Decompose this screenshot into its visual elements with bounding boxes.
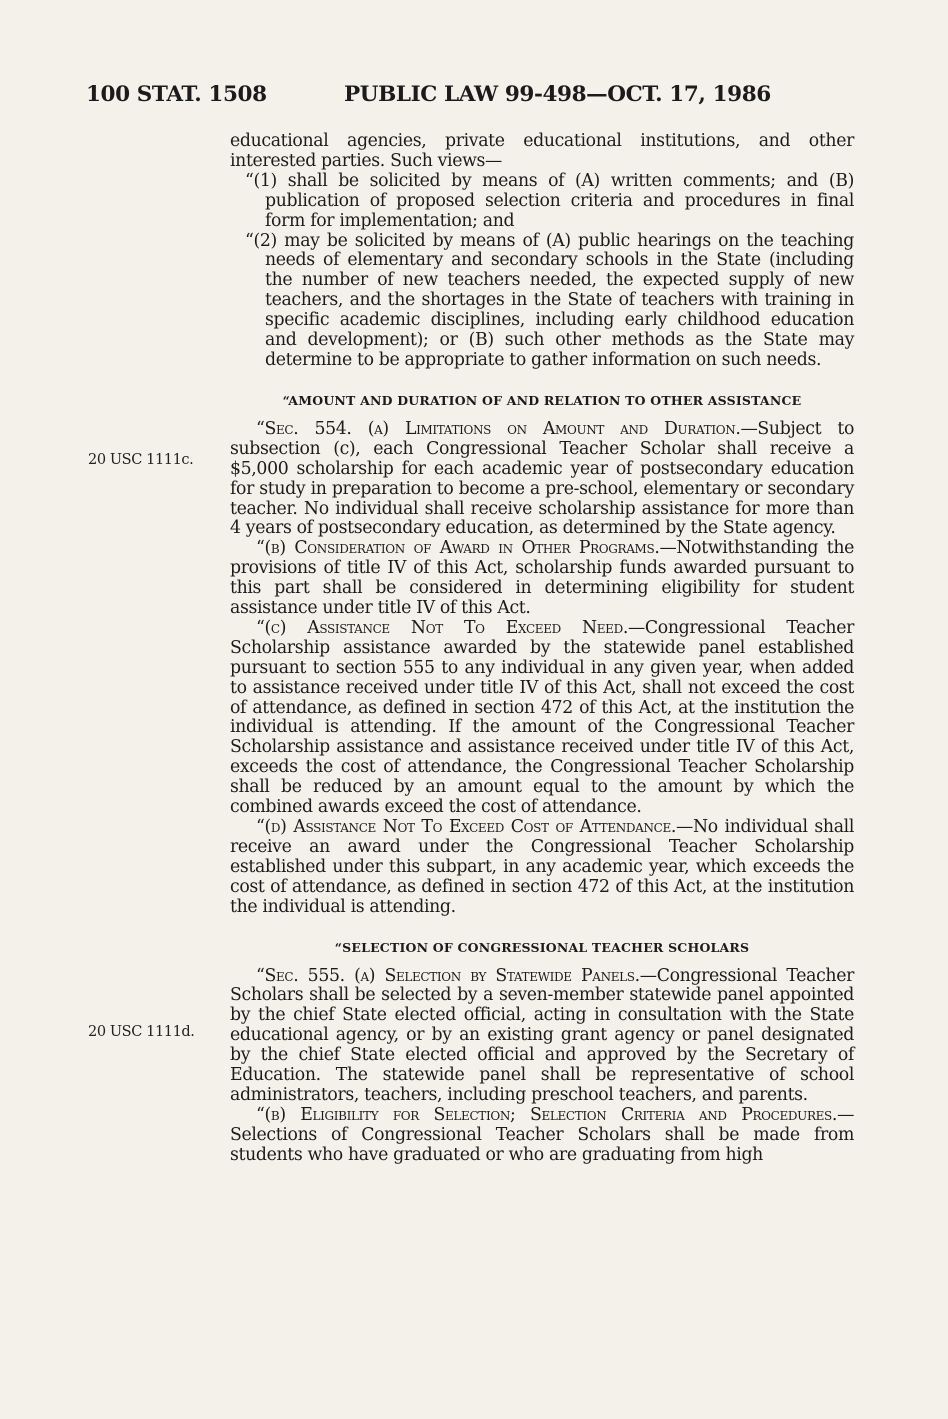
section-555-b-lead: “(b) Eligibility for Selection; Selection Criteria and Procedures. [256, 1104, 838, 1125]
section-555-a-lead: “Sec. 555. (a) Selection by Statewide Panels. [256, 965, 640, 986]
section-554-a [230, 420, 854, 539]
section-555-b [230, 1106, 854, 1166]
section-554-d-lead: “(d) Assistance Not To Exceed Cost of Attendance. [256, 817, 677, 837]
paragraph-continuation: educational agencies, private educational institutions, and other interested parties. Such views— [230, 131, 854, 171]
section-555-a-text: —Congressional Teacher Scholars shall be selected by a seven-member statewide panel appointed by the chief State elected official, acting in consultation with the State educational agency, or by an existing grant agency or panel designated by the chief State elected official and approved by the Secretary of Education. The statewide panel shall be representative of school administrators, teachers, including preschool teachers, and parents. [230, 965, 854, 1105]
body-text [230, 132, 854, 1166]
section-554-c [230, 619, 854, 818]
section-555-a [230, 967, 854, 1106]
section-554-a-lead: “Sec. 554. (a) Limitations on Amount and Duration. [256, 418, 741, 439]
paragraph-clause-1: “(1) shall be solicited by means of (A) written comments; and (B) publication of proposed selection criteria and procedures in final form for implementation; and [245, 170, 854, 231]
section-554-d [230, 818, 854, 918]
section-heading-selection: “SELECTION OF CONGRESSIONAL TEACHER SCHOLARS [334, 939, 750, 955]
section-555-b-text: —Selections of Congressional Teacher Scholars shall be made from students who have graduated or who are graduating from high [230, 1104, 854, 1165]
section-554-a-text: —Subject to subsection (c), each Congressional Teacher Scholar shall receive a $5,000 scholarship for each academic year of postsecondary education for study in preparation to become a pre-school, elementary or secondary teacher. No individual shall receive scholarship assistance for more than 4 years of postsecondary education, as determined by the State agency. [230, 418, 855, 539]
section-554-b [230, 539, 854, 619]
section-heading-amount-duration: “AMOUNT AND DURATION OF AND RELATION TO OTHER ASSISTANCE [282, 392, 802, 408]
section-554-c-lead: “(c) Assistance Not To Exceed Need. [256, 617, 628, 638]
section-554-c-text: —Congressional Teacher Scholarship assistance awarded by the statewide panel established pursuant to section 555 to any individual in any given year, when added to assistance received under title IV of this Act, shall not exceed the cost of attendance, as defined in section 472 of this Act, at the institution the individual is attending. If the amount of the Congressional Teacher Scholarship assistance and assistance received under title IV of this Act, exceeds the cost of attendance, the Congressional Teacher Scholarship shall be reduced by an amount equal to the amount by which the combined awards exceed the cost of attendance. [230, 617, 854, 818]
section-554-d-text: —No individual shall receive an award under the Congressional Teacher Scholarship established under this subpart, in any academic year, which exceeds the cost of attendance, as defined in section 472 of this Act, at the institution the individual is attending. [230, 817, 854, 917]
section-554-b-lead: “(b) Consideration of Award in Other Programs. [256, 538, 660, 559]
margin-note-usc-1111c: 20 USC 1111c. [88, 452, 194, 468]
margin-note-usc-1111d: 20 USC 1111d. [88, 1024, 195, 1040]
statute-page-number: 100 STAT. 1508 [86, 82, 267, 107]
paragraph-clause-2: “(2) may be solicited by means of (A) public hearings on the teaching needs of elementary and secondary schools in the State (including the number of new teachers needed, the expected supply of new teachers, and the shortages in the State of teachers with training in specific academic disciplines, including early childhood education and development); or (B) such other methods as the State may determine to be appropriate to gather information on such needs. [245, 230, 854, 370]
section-554-b-text: —Notwithstanding the provisions of title IV of this Act, scholarship funds awarded pursuant to this part shall be considered in determining eligibility for student assistance under title IV of this Act. [230, 538, 854, 619]
public-law-title: PUBLIC LAW 99-498—OCT. 17, 1986 [344, 82, 771, 107]
